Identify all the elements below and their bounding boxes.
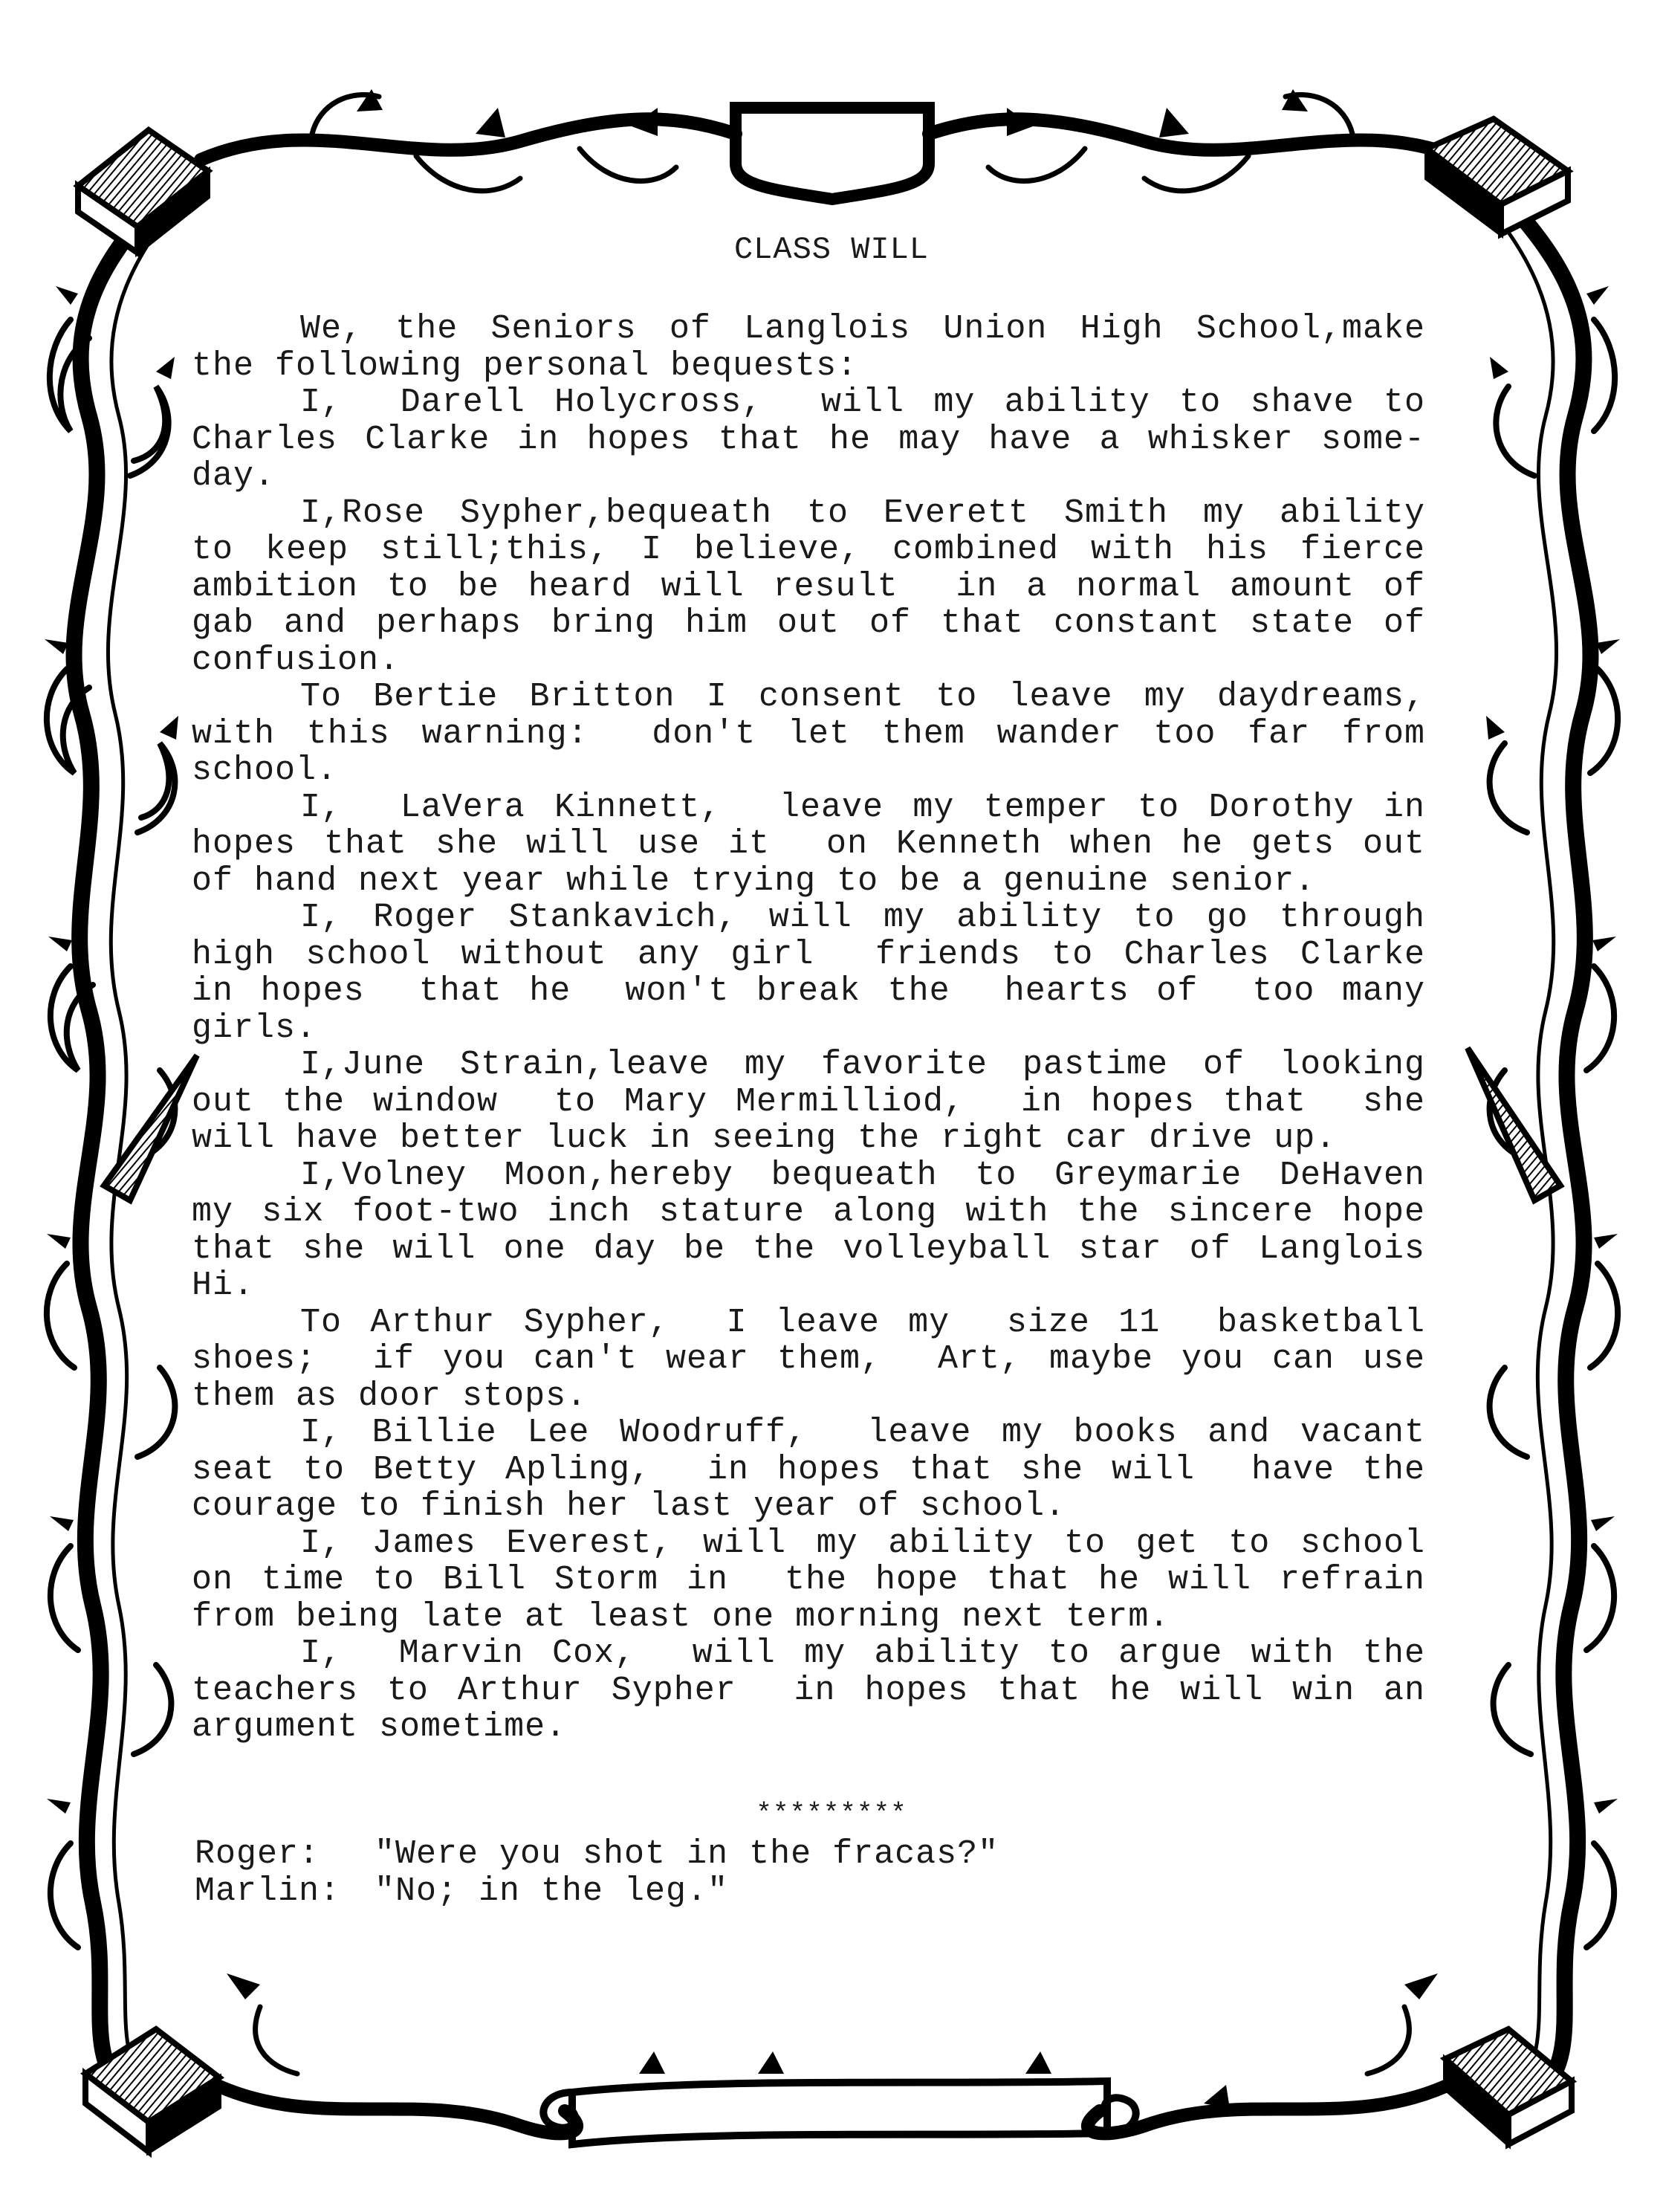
text-line: of hand next year while trying to be a genuine senior. <box>192 861 1316 900</box>
joke-line <box>195 1836 999 1873</box>
text-line: hopes that she will use it on Kenneth when he gets out <box>192 825 1425 863</box>
text-line: Hi. <box>192 1267 255 1304</box>
text-line: I,Rose Sypher,bequeath to Everett Smith my ability <box>300 494 1425 532</box>
book-icon-top-right <box>1427 119 1568 234</box>
text-line: I, Darell Holycross, will my ability to shave to <box>300 384 1425 421</box>
text-line: with this warning: don't let them wander too far from <box>192 714 1425 753</box>
text-line: out the window to Mary Mermilliod, in hopes that she <box>192 1082 1425 1121</box>
bottom-leaves <box>227 1973 1438 2109</box>
joke-speaker: Marlin: <box>195 1872 341 1910</box>
text-line: I,Volney Moon,hereby bequeath to Greymarie DeHaven <box>300 1156 1425 1194</box>
text-line: on time to Bill Storm in the hope that he will refrain <box>192 1561 1425 1599</box>
text-line: I,June Strain,leave my favorite pastime of looking <box>300 1046 1425 1084</box>
text-line: seat to Betty Apling, in hopes that she will have the <box>192 1450 1425 1489</box>
text-line: teachers to Arthur Sypher in hopes that he will win an <box>192 1671 1425 1710</box>
text-line: day. <box>192 457 276 495</box>
text-line: my six foot-two inch stature along with the sincere hope <box>192 1193 1425 1231</box>
text-line: from being late at least one morning next term. <box>192 1597 1170 1636</box>
joke-line <box>195 1873 999 1910</box>
text-line: school. <box>192 751 338 789</box>
text-line: gab and perhaps bring him out of that constant state of <box>192 604 1425 642</box>
class-will-body <box>192 311 1425 1746</box>
triangle-ornament-left <box>104 1055 197 1200</box>
page-title: CLASS WILL <box>733 232 930 268</box>
text-line: argument sometime. <box>192 1708 567 1746</box>
text-line: I, LaVera Kinnett, leave my temper to Dorothy in <box>300 788 1425 827</box>
text-line: I, Roger Stankavich, will my ability to go through <box>300 899 1425 937</box>
text-line: the following personal bequests: <box>192 346 858 385</box>
joke-quote: "Were you shot in the fracas?" <box>375 1835 999 1873</box>
text-line: in hopes that he won't break the hearts of too many <box>192 972 1425 1010</box>
text-line: To Arthur Sypher, I leave my size 11 basketball <box>300 1303 1425 1342</box>
text-line: that she will one day be the volleyball star of Langlois <box>192 1229 1425 1268</box>
text-line: confusion. <box>192 641 401 679</box>
text-line: I, Marvin Cox, will my ability to argue with the <box>300 1634 1425 1672</box>
text-line: We, the Seniors of Langlois Union High School,make <box>300 310 1425 348</box>
text-line: shoes; if you can't wear them, Art, maybe you can use <box>192 1340 1425 1378</box>
joke-speaker: Roger: <box>195 1835 320 1873</box>
text-line: ambition to be heard will result in a normal amount of <box>192 567 1425 606</box>
triangle-ornament-right <box>1468 1048 1560 1200</box>
text-line: I, Billie Lee Woodruff, leave my books and vacant <box>300 1414 1425 1452</box>
text-line: will have better luck in seeing the right car drive up. <box>192 1119 1337 1157</box>
text-line: courage to finish her last year of school. <box>192 1487 1066 1525</box>
text-line: Charles Clarke in hopes that he may have a whisker some- <box>192 420 1425 459</box>
joke-quote: "No; in the leg." <box>375 1872 729 1910</box>
text-line: them as door stops. <box>192 1377 588 1415</box>
text-line: I, James Everest, will my ability to get to school <box>300 1524 1425 1562</box>
text-line: To Bertie Britton I consent to leave my daydreams, <box>300 678 1425 716</box>
left-leaves <box>45 286 178 1814</box>
text-line: girls. <box>192 1009 317 1047</box>
bottom-vine <box>208 2007 1456 2133</box>
section-separator: ********* <box>756 1799 907 1829</box>
text-line: to keep still;this, I believe, combined with his fierce <box>192 531 1425 569</box>
text-line: high school without any girl friends to Charles Clarke <box>192 935 1425 974</box>
joke-dialogue <box>195 1836 999 1910</box>
right-leaves <box>1486 286 1620 1814</box>
book-icon-bottom-right <box>1445 2029 1572 2144</box>
top-shield-ornament <box>736 108 929 199</box>
bottom-scroll-banner <box>543 2081 1135 2144</box>
